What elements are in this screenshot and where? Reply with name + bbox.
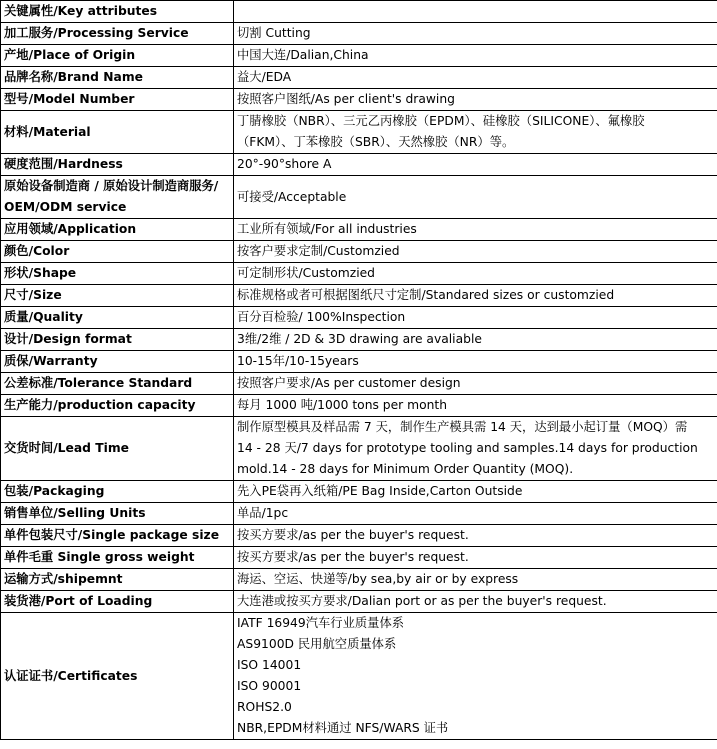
attribute-name: 材料/Material (1, 111, 234, 154)
value-line: mold.14 - 28 days for Minimum Order Quantity (MOQ). (237, 462, 574, 476)
table-title: 关键属性/Key attributes (1, 1, 234, 23)
table-row (1, 307, 717, 329)
table-row (1, 154, 717, 176)
table-row (1, 591, 717, 613)
certificate-line: AS9100D 民用航空质量体系 (237, 637, 397, 651)
certificate-line: ISO 90001 (237, 679, 302, 693)
attribute-name: 单件包装尺寸/Single package size (1, 525, 234, 547)
attribute-name: 加工服务/Processing Service (1, 23, 234, 45)
attribute-value: 标准规格或者可根据图纸尺寸定制/Standared sizes or customzied (234, 285, 717, 307)
attribute-name: 硬度范围/Hardness (1, 154, 234, 176)
table-row (1, 373, 717, 395)
table-row (1, 503, 717, 525)
table-row (1, 613, 717, 740)
attribute-name: 包装/Packaging (1, 481, 234, 503)
table-row (1, 111, 717, 154)
attribute-name: 生产能力/production capacity (1, 395, 234, 417)
attribute-name: 品牌名称/Brand Name (1, 67, 234, 89)
attribute-name: 认证证书/Certificates (1, 613, 234, 740)
attribute-name (1, 176, 234, 219)
attribute-value: 益大/EDA (234, 67, 717, 89)
attribute-value: 可接受/Acceptable (234, 176, 717, 219)
value-line: 制作原型模具及样品需 7 天，制作生产模具需 14 天，达到最小起订量（MOQ）需 (237, 420, 688, 434)
attribute-value: 按照客户图纸/As per client's drawing (234, 89, 717, 111)
attribute-value: 3维/2维 / 2D & 3D drawing are avaliable (234, 329, 717, 351)
attribute-value: 中国大连/Dalian,China (234, 45, 717, 67)
attribute-name: 应用领域/Application (1, 219, 234, 241)
attribute-value: 按照客户要求/As per customer design (234, 373, 717, 395)
attribute-name: 颜色/Color (1, 241, 234, 263)
attribute-value: 单品/1pc (234, 503, 717, 525)
attribute-value: 10-15年/10-15years (234, 351, 717, 373)
attribute-name: 销售单位/Selling Units (1, 503, 234, 525)
table-row (1, 547, 717, 569)
table-header-row (1, 1, 717, 23)
table-row (1, 285, 717, 307)
attribute-value: 20°-90°shore A (234, 154, 717, 176)
attribute-name: 产地/Place of Origin (1, 45, 234, 67)
table-row (1, 176, 717, 219)
key-line: OEM/ODM service (4, 200, 127, 214)
table-row (1, 417, 717, 481)
attribute-name: 交货时间/Lead Time (1, 417, 234, 481)
table-row (1, 89, 717, 111)
value-line: （FKM）、丁苯橡胶（SBR）、天然橡胶（NR）等。 (237, 135, 515, 149)
attribute-value: 切割 Cutting (234, 23, 717, 45)
table-row (1, 23, 717, 45)
attribute-value: 百分百检验/ 100%Inspection (234, 307, 717, 329)
attribute-value (234, 111, 717, 154)
certificate-line: ROHS2.0 (237, 700, 292, 714)
attribute-name: 质保/Warranty (1, 351, 234, 373)
value-line: 14 - 28 天/7 days for prototype tooling and samples.14 days for production (237, 441, 698, 455)
certificate-line: IATF 16949汽车行业质量体系 (237, 616, 405, 630)
attribute-name: 形状/Shape (1, 263, 234, 285)
table-row (1, 481, 717, 503)
table-row (1, 525, 717, 547)
certificate-line: NBR,EPDM材料通过 NFS/WARS 证书 (237, 721, 449, 735)
attribute-name: 型号/Model Number (1, 89, 234, 111)
table-row (1, 395, 717, 417)
table-row (1, 219, 717, 241)
attribute-value: 工业所有领域/For all industries (234, 219, 717, 241)
attribute-value (234, 417, 717, 481)
table-row (1, 45, 717, 67)
attribute-name: 质量/Quality (1, 307, 234, 329)
attribute-name: 运输方式/shipemnt (1, 569, 234, 591)
attribute-value: 海运、空运、快递等/by sea,by air or by express (234, 569, 717, 591)
attribute-value: 每月 1000 吨/1000 tons per month (234, 395, 717, 417)
table-row (1, 67, 717, 89)
attribute-value (234, 613, 717, 740)
table-row (1, 569, 717, 591)
table-row (1, 263, 717, 285)
attribute-value: 可定制形状/Customzied (234, 263, 717, 285)
attribute-value: 按买方要求/as per the buyer's request. (234, 547, 717, 569)
value-line: 丁腈橡胶（NBR）、三元乙丙橡胶（EPDM）、硅橡胶（SILICONE）、氟橡胶 (237, 114, 645, 128)
attribute-name: 装货港/Port of Loading (1, 591, 234, 613)
certificate-line: ISO 14001 (237, 658, 302, 672)
attribute-name: 设计/Design format (1, 329, 234, 351)
table-row (1, 329, 717, 351)
table-header-empty (234, 1, 717, 23)
attribute-name: 尺寸/Size (1, 285, 234, 307)
attribute-value: 先入PE袋再入纸箱/PE Bag Inside,Carton Outside (234, 481, 717, 503)
table-row (1, 351, 717, 373)
attribute-value: 按买方要求/as per the buyer's request. (234, 525, 717, 547)
attribute-value: 大连港或按买方要求/Dalian port or as per the buyer's request. (234, 591, 717, 613)
attribute-value: 按客户要求定制/Customzied (234, 241, 717, 263)
key-line: 原始设备制造商 / 原始设计制造商服务/ (4, 179, 219, 193)
table-row (1, 241, 717, 263)
attribute-name: 单件毛重 Single gross weight (1, 547, 234, 569)
attribute-name: 公差标准/Tolerance Standard (1, 373, 234, 395)
